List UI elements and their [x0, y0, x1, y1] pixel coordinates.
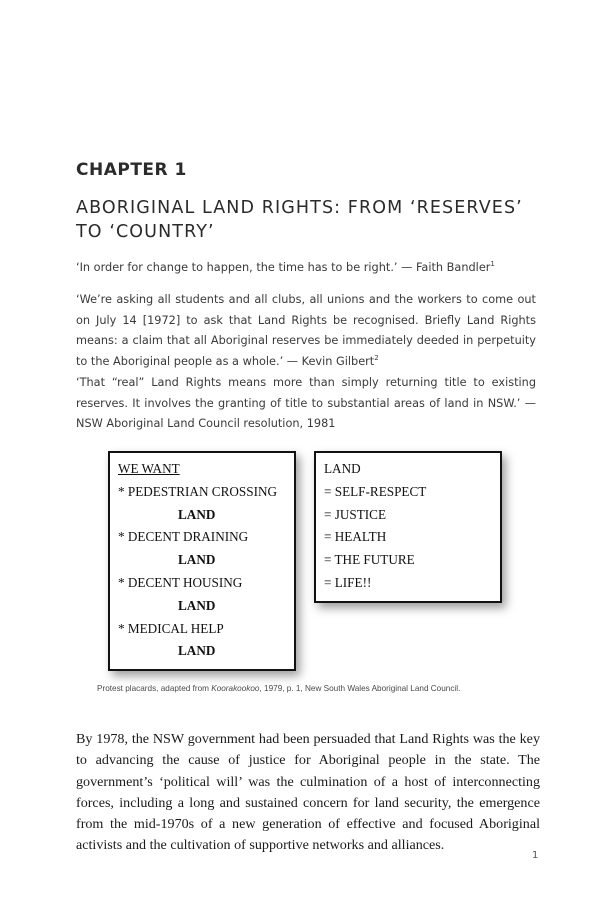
caption-suffix: , 1979, p. 1, New South Wales Aboriginal Land Council.: [259, 684, 461, 693]
placard-line: LAND: [324, 461, 361, 476]
chapter-title: [76, 196, 536, 244]
epigraph-quote: [76, 290, 536, 372]
placard-line: = HEALTH: [324, 529, 387, 545]
placard-line: [118, 458, 277, 481]
placard-line: = LIFE!!: [324, 574, 372, 590]
chapter-title-line-1: ABORIGINAL LAND RIGHTS: FROM ‘RESERVES’: [76, 198, 523, 218]
epigraph-quote: [76, 258, 536, 279]
caption-prefix: Protest placards, adapted from: [97, 684, 212, 693]
figure-caption: [97, 684, 517, 693]
body-paragraph: By 1978, the NSW government had been persuaded that Land Rights was the key to advancing the cause of justice for Aboriginal people in the state. The government’s ‘political will’ was the culmination of a host of interconnecting forces, including a long and sustained concern for land security, the emergence from the mid-1970s of a new generation of effective and focused Aboriginal activists and the cultivation of supportive networks and alliances.: [76, 731, 540, 854]
quote-text: ‘In order for change to happen, the time has to be right.’ — Faith Bandler: [76, 261, 491, 274]
protest-placard-right: [314, 451, 502, 603]
caption-source: Koorakookoo: [211, 684, 260, 693]
placard-line: = SELF-RESPECT: [324, 483, 427, 499]
protest-placard-left: [108, 451, 296, 671]
placard-line: * DECENT HOUSING: [118, 574, 243, 590]
footnote-marker: 2: [374, 353, 379, 362]
page-number: 1: [532, 850, 539, 861]
chapter-title-line-2: TO ‘COUNTRY’: [76, 222, 215, 242]
placard-line: LAND: [178, 597, 216, 613]
placard-line: = THE FUTURE: [324, 552, 415, 568]
placard-line: * DECENT DRAINING: [118, 529, 249, 545]
placard-line: LAND: [178, 643, 216, 659]
placard-line: * PEDESTRIAN CROSSING: [118, 483, 278, 499]
placard-line: LAND: [178, 552, 216, 568]
placard-line: * MEDICAL HELP: [118, 620, 224, 636]
quote-text: ‘We’re asking all students and all clubs, all unions and the workers to come out on July 14 [1972] to ask that Land Rights be recognised. Briefly Land Rights means: a claim that all Aboriginal reserves be immediately deeded in perpetuity to the Aboriginal people as a whole.’ — Kevin Gilbert: [76, 293, 536, 368]
epigraph-quote: [76, 373, 536, 435]
chapter-label: CHAPTER 1: [76, 160, 187, 180]
quote-text: ‘That “real” Land Rights means more than simply returning title to existing reserves. It involves the granting of title to substantial areas of land in NSW.’ — NSW Aboriginal Land Council resolution, 1981: [76, 376, 536, 430]
placard-line: LAND: [178, 506, 216, 522]
placard-line: = JUSTICE: [324, 506, 387, 522]
footnote-marker: 1: [490, 260, 495, 269]
placard-heading: WE WANT: [118, 461, 180, 476]
